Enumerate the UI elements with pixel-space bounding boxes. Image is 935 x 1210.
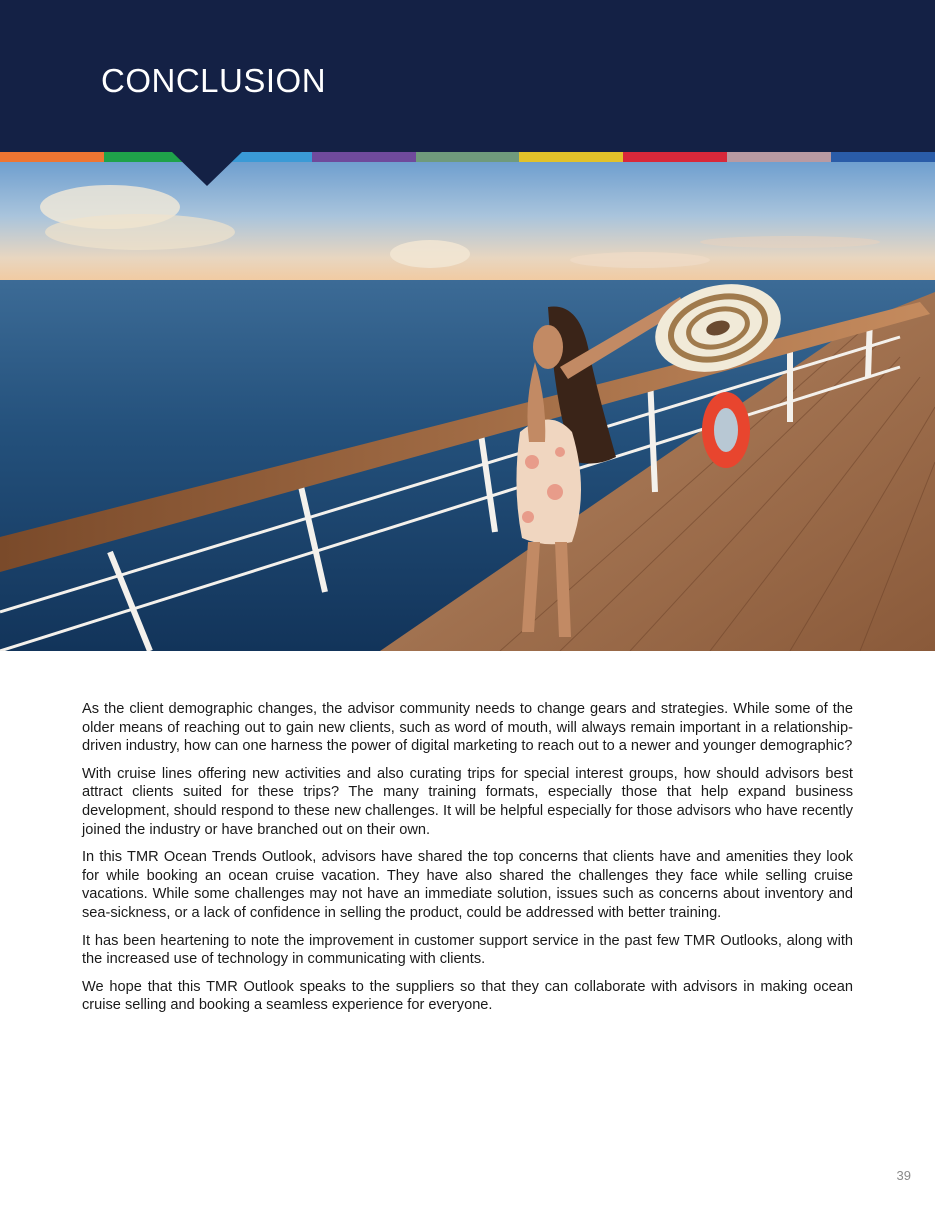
header-pointer bbox=[172, 152, 242, 186]
stripe-segment bbox=[519, 152, 623, 162]
stripe-segment bbox=[312, 152, 416, 162]
page-title: CONCLUSION bbox=[101, 62, 327, 99]
stripe-segment bbox=[727, 152, 831, 162]
conclusion-body bbox=[82, 700, 853, 1024]
color-stripe bbox=[0, 152, 935, 162]
stripe-segment bbox=[623, 152, 727, 162]
paragraph: We hope that this TMR Outlook speaks to the suppliers so that they can collaborate with advisors in making ocean cruise selling and booking a seamless experience for everyone. bbox=[82, 978, 853, 1014]
paragraph: As the client demographic changes, the advisor community needs to change gears and strategies. While some of the older means of reaching out to gain new clients, such as word of mouth, will always remain important in a relationship-driven industry, how can one harness the power of digital marketing to reach out to a newer and younger demographic? bbox=[82, 701, 853, 755]
paragraph: It has been heartening to note the improvement in customer support service in the past few TMR Outlooks, along with the increased use of technology in communicating with clients. bbox=[82, 932, 853, 968]
hero-photo bbox=[0, 162, 935, 651]
page-header bbox=[0, 0, 935, 152]
page-number: 39 bbox=[896, 1168, 911, 1183]
paragraph: With cruise lines offering new activities and also curating trips for special interest groups, how should advisors best attract clients suited for these trips? The many training formats, especially those that help expand business development, should respond to these new challenges. It will be helpful especially for those advisors who have recently joined the industry or have branched out on their own. bbox=[82, 765, 853, 838]
photo-icon bbox=[0, 162, 935, 651]
stripe-segment bbox=[416, 152, 520, 162]
stripe-segment bbox=[831, 152, 935, 162]
paragraph: In this TMR Ocean Trends Outlook, advisors have shared the top concerns that clients have and amenities they look for while booking an ocean cruise vacation. They have also shared the challenges they face while selling cruise vacations. While some challenges may not have an immediate solution, issues such as concerns about inventory and sea-sickness, or a lack of confidence in selling the product, could be addressed with better training. bbox=[82, 849, 853, 921]
stripe-segment bbox=[0, 152, 104, 162]
